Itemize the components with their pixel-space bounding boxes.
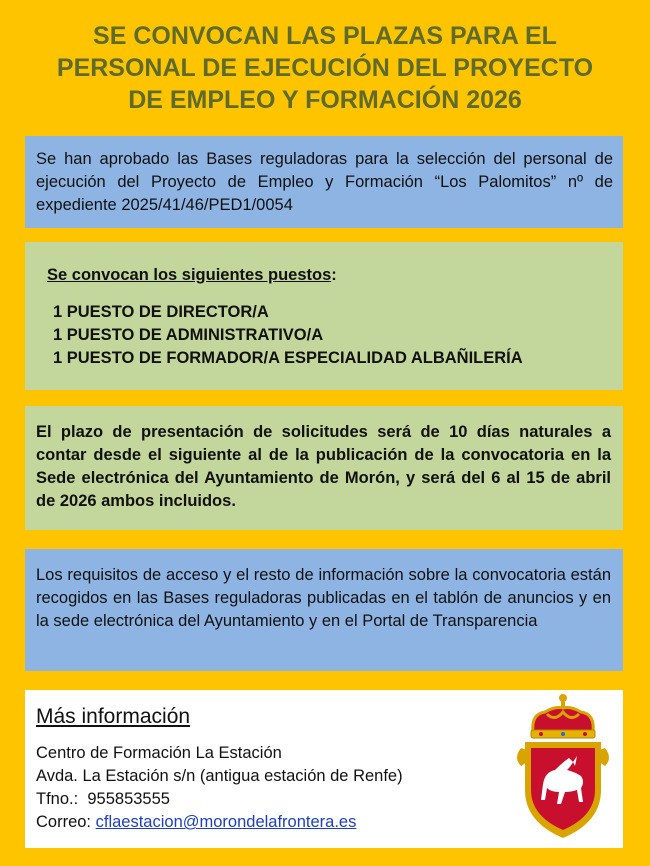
info-email-link[interactable]: cflaestacion@morondelafrontera.es	[95, 813, 357, 831]
intro-box	[25, 136, 623, 228]
info-email-label: Correo:	[36, 813, 92, 831]
posts-heading: Se convocan los siguientes puestos	[47, 266, 332, 284]
intro-text: Se han aprobado las Bases reguladoras para la selección del personal de ejecución del Proyecto de Empleo y Formación “Los Palomitos” nº de expediente 2025/41/46/PED1/0054	[36, 150, 613, 214]
info-box	[25, 690, 623, 848]
post-item-trainer: 1 PUESTO DE FORMADOR/A ESPECIALIDAD ALBAÑILERÍA	[53, 349, 523, 367]
info-address: Avda. La Estación s/n (antigua estación de Renfe)	[36, 767, 403, 785]
info-center: Centro de Formación La Estación	[36, 744, 282, 762]
deadline-box	[25, 406, 623, 530]
post-item-administrative: 1 PUESTO DE ADMINISTRATIVO/A	[53, 326, 324, 344]
info-phone-label: Tfno.:	[36, 790, 79, 808]
posts-box	[25, 242, 623, 390]
posts-list	[53, 301, 609, 370]
page-title	[20, 20, 630, 116]
post-item-director: 1 PUESTO DE DIRECTOR/A	[53, 303, 269, 321]
moron-coat-of-arms-icon	[511, 692, 615, 844]
title-line-3: DE EMPLEO Y FORMACIÓN 2026	[128, 86, 522, 114]
title-line-2: PERSONAL DE EJECUCIÓN DEL PROYECTO	[56, 54, 594, 82]
deadline-text: El plazo de presentación de solicitudes será de 10 días naturales a contar desde el siguiente al de la publicación de la convocatoria en la Sede electrónica del Ayuntamiento de Morón, y será del 6 al 15 de abril de 2026 ambos incluidos.	[36, 423, 611, 510]
requirements-text: Los requisitos de acceso y el resto de información sobre la convocatoria están recogidos en las Bases reguladoras publicadas en el tablón de anuncios y en la sede electrónica del Ayuntamiento y en el Portal de Transparencia	[36, 566, 611, 630]
posts-heading-colon: :	[331, 266, 337, 284]
title-line-1: SE CONVOCAN LAS PLAZAS PARA EL	[93, 22, 557, 50]
info-heading: Más información	[36, 705, 191, 728]
requirements-box	[25, 549, 623, 671]
info-phone: 955853555	[87, 790, 170, 808]
